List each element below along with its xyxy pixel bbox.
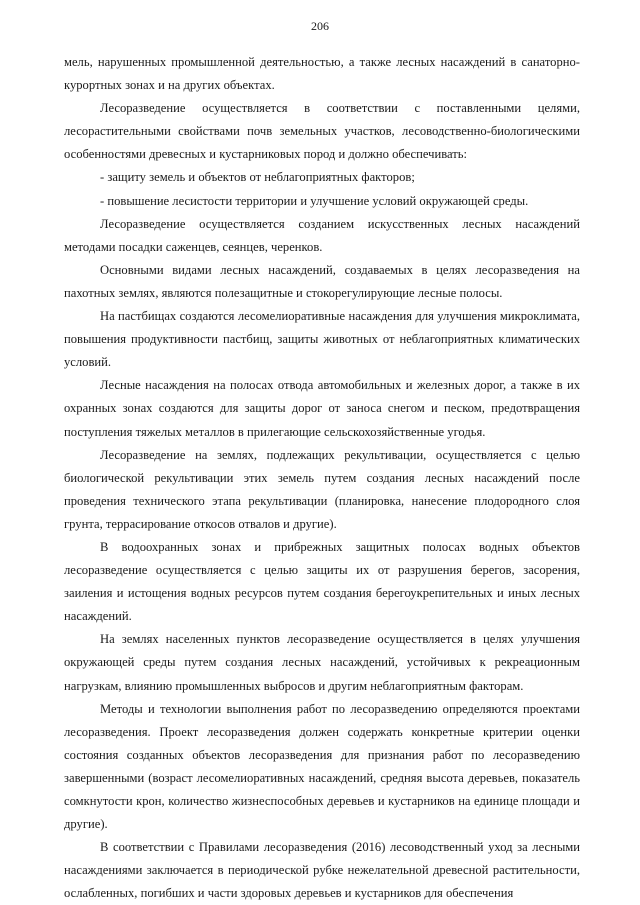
paragraph-6: Лесные насаждения на полосах отвода автомобильных и железных дорог, а также в их охранных зонах создаются для защиты дорог от заноса снегом и песком, предотвращения поступления тяжелых металлов в прилегающие сельскохозяйственные угодья. bbox=[64, 378, 580, 439]
paragraph-3: Лесоразведение осуществляется созданием искусственных лесных насаждений методами посадки саженцев, сеянцев, черенков. bbox=[64, 216, 580, 254]
paragraph-7: Лесоразведение на землях, подлежащих рекультивации, осуществляется с целью биологической рекультивации этих земель путем создания лесных насаждений после проведения технического этапа рекультивации (планировка, нанесение плодородного слоя грунта, террасирование откосов отвалов и другие). bbox=[64, 447, 580, 531]
paragraph-5: На пастбищах создаются лесомелиоративные насаждения для улучшения микроклимата, повышения продуктивности пастбищ, защиты животных от неблагоприятных климатических условий. bbox=[64, 309, 580, 370]
paragraph-10: Методы и технологии выполнения работ по лесоразведению определяются проектами лесоразведения. Проект лесоразведения должен содержать конкретные критерии оценки состояния созданных объектов лесоразведения для признания работ по лесоразведению завершенными (возраст лесомелиоративных насаждений, средняя высота деревьев, показатель сомкнутости крон, количество жизнеспособных деревьев и кустарников на единице площади и другие). bbox=[64, 701, 580, 832]
list-item-2: - повышение лесистости территории и улучшение условий окружающей среды. bbox=[100, 193, 529, 208]
paragraph-4: Основными видами лесных насаждений, создаваемых в целях лесоразведения на пахотных землях, являются полезащитные и стокорегулирующие лесные полосы. bbox=[64, 262, 580, 300]
paragraph-9: На землях населенных пунктов лесоразведение осуществляется в целях улучшения окружающей среды путем создания лесных насаждений, устойчивых к рекреационным нагрузкам, влиянию промышленных выбросов и другим неблагоприятным факторам. bbox=[64, 632, 580, 693]
paragraph-11: В соответствии с Правилами лесоразведения (2016) лесоводственный уход за лесными насаждениями заключается в периодической рубке нежелательной древесной растительности, ослабленных, погибших и части здоровых деревьев и кустарников для обеспечения bbox=[64, 840, 580, 901]
paragraph-1: мель, нарушенных промышленной деятельностью, а также лесных насаждений в санаторно-курортных зонах и на других объектах. bbox=[64, 55, 580, 93]
page-number: 206 bbox=[311, 19, 329, 33]
paragraph-2: Лесоразведение осуществляется в соответствии с поставленными целями, лесорастительными свойствами почв земельных участков, лесоводственно-биологическими особенностями древесных и кустарниковых пород и должно обеспечивать: bbox=[64, 101, 580, 162]
list-item-1: - защиту земель и объектов от неблагоприятных факторов; bbox=[100, 170, 415, 185]
body-text bbox=[64, 51, 580, 905]
paragraph-8: В водоохранных зонах и прибрежных защитных полосах водных объектов лесоразведение осуществляется с целью защиты их от разрушения берегов, засорения, заиления и истощения водных ресурсов путем создания берегоукрепительных и иных лесных насаждений. bbox=[64, 539, 580, 624]
